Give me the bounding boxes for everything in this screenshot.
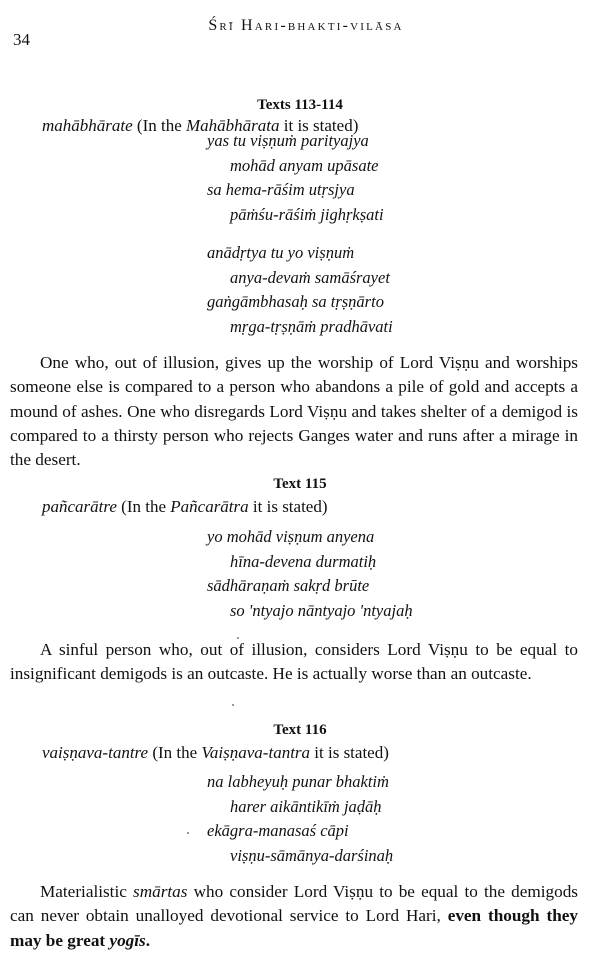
source-close: it is stated) xyxy=(248,497,328,516)
verse-line: so 'ntyajo nāntyajo 'ntyajaḥ xyxy=(230,601,413,620)
translation-term: smārtas xyxy=(133,882,188,901)
verse-line: mohād anyam upāsate xyxy=(230,156,379,175)
verse-line: pāṁśu-rāśiṁ jighṛkṣati xyxy=(230,205,384,224)
verse-line: anādṛtya tu yo viṣṇuṁ xyxy=(207,243,355,262)
source-open: (In the xyxy=(116,497,171,516)
translation-text: Materialistic xyxy=(40,882,134,901)
verse-line: anya-devaṁ samāśrayet xyxy=(230,268,390,287)
page-number: 34 xyxy=(13,30,30,49)
verse-line: sa hema-rāśim utṛsjya xyxy=(207,180,355,199)
verse-line: na labheyuḥ punar bhaktiṁ xyxy=(207,772,389,791)
verse-line: harer aikāntikīṁ jaḍāḥ xyxy=(230,797,382,816)
source-line xyxy=(42,497,328,517)
print-speck xyxy=(232,704,234,706)
running-head: Śrī Hari-bhakti-vilāsa xyxy=(208,17,404,34)
print-speck xyxy=(187,832,189,834)
source-title: Mahābhārata xyxy=(186,116,280,135)
translation-paragraph: A sinful person who, out of illusion, considers Lord Viṣṇu to be equal to insignificant demigods is an outcaste. He is actually worse than an outcaste. xyxy=(10,640,578,684)
source-term: mahābhārate xyxy=(42,116,133,135)
source-open: (In the xyxy=(132,116,187,135)
translation-term: yogīs xyxy=(109,930,146,950)
translation-paragraph: One who, out of illusion, gives up the worship of Lord Viṣṇu and worships someone else is compared to a person who abandons a pile of gold and accepts a mound of ashes. One who disregards Lord Viṣṇu and takes shelter of a demigod is compared to a thirsty person who rejects Ganges water and runs after a mirage in the desert. xyxy=(10,353,578,470)
source-close: it is stated) xyxy=(279,116,359,135)
verse-line: mṛga-tṛṣṇāṁ pradhāvati xyxy=(230,317,393,336)
verse-line: yas tu viṣṇuṁ parityajya xyxy=(207,131,369,150)
source-line xyxy=(42,743,389,763)
section-heading: Text 116 xyxy=(273,722,327,738)
verse-line: ekāgra-manasaś cāpi xyxy=(207,821,349,840)
translation-paragraph xyxy=(10,880,578,953)
translation-text: who consider Lord Viṣṇu to be equal to the demigods can never obtain unalloyed devotional service to Lord Hari, xyxy=(10,882,578,926)
translation-text: even though they may be great xyxy=(10,906,578,950)
verse-line: gaṅgāmbhasaḥ sa tṛṣṇārto xyxy=(207,292,384,311)
translation-text: . xyxy=(145,930,151,950)
verse-line: hīna-devena durmatiḥ xyxy=(230,552,377,571)
source-open: (In the xyxy=(148,743,202,762)
verse-line: viṣṇu-sāmānya-darśinaḥ xyxy=(230,846,394,865)
source-title: Pañcarātra xyxy=(170,497,249,516)
verse-line: yo mohād viṣṇum anyena xyxy=(207,527,375,546)
verse-line: sādhāraṇaṁ sakṛd brūte xyxy=(207,576,370,595)
section-heading: Texts 113-114 xyxy=(257,97,343,113)
source-title: Vaiṣṇava-tantra xyxy=(201,743,311,762)
source-close: it is stated) xyxy=(310,743,389,762)
source-term: pañcarātre xyxy=(42,497,117,516)
section-heading: Text 115 xyxy=(273,476,327,492)
source-term: vaiṣṇava-tantre xyxy=(42,743,149,762)
